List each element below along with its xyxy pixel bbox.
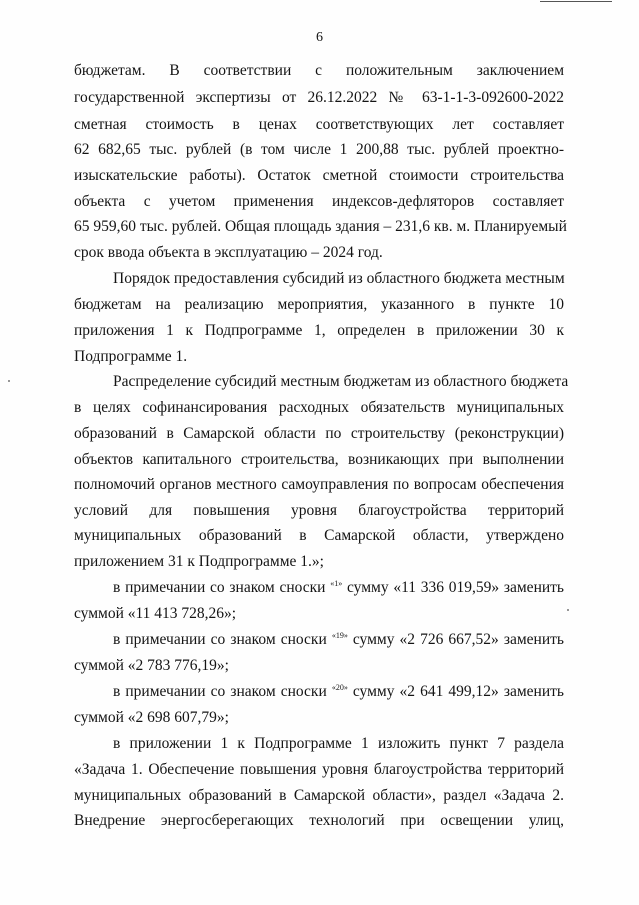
text-line: суммой «11 413 728,26»; [74, 605, 237, 622]
text-line: муниципальных образований в Самарской области», раздел «Задача 2. [74, 787, 564, 804]
text-line: приложением 31 к Подпрограмме 1.»; [74, 553, 324, 570]
text-line: объектов капитального строительства, возникающих при выполнении [74, 451, 564, 468]
footnote-mark: «1» [330, 579, 343, 588]
scan-speck [567, 609, 569, 611]
text-line: государственной экспертизы от 26.12.2022 № 63-1-1-3-092600-2022 [74, 89, 564, 106]
text-line: бюджетам. В соответствии с положительным заключением [74, 62, 564, 79]
text-line: полномочий органов местного самоуправления по вопросам обеспечения [74, 476, 564, 493]
text-line: приложения 1 к Подпрограмме 1, определен в приложении 30 к [74, 322, 564, 339]
text-line: суммой «2 698 607,79»; [74, 709, 229, 726]
scan-speck [8, 380, 10, 382]
text-line: объекта с учетом применения индексов-дефляторов составляет [74, 193, 564, 210]
footnote-amendment-line: в примечании со знаком сноски $^{«19»}$ сумму «2 726 667,52» заменить [113, 631, 564, 648]
text-line: «Задача 1. Обеспечение повышения уровня благоустройства территорий [74, 761, 564, 778]
text-line: срок ввода объекта в эксплуатацию – 2024 год. [74, 244, 383, 261]
text-line: муниципальных образований в Самарской области, утверждено [74, 527, 564, 544]
top-edge-line [540, 1, 612, 2]
text-line: в целях софинансирования расходных обязательств муниципальных [74, 399, 564, 416]
footnote-mark: «19» [331, 631, 348, 640]
text-line: 62 682,65 тыс. рублей (в том числе 1 200,88 тыс. рублей проектно- [74, 141, 564, 158]
text-line: образований в Самарской области по строительству (реконструкции) [74, 425, 564, 442]
text-line: Порядок предоставления субсидий из областного бюджета местным [113, 270, 565, 287]
page-number: 6 [316, 30, 323, 45]
footnote-mark: «20» [331, 683, 348, 692]
text-line: Подпрограмме 1. [74, 348, 188, 365]
text-line: условий для повышения уровня благоустройства территорий [74, 502, 564, 519]
text-line: бюджетам на реализацию мероприятия, указанного в пункте 10 [74, 296, 564, 313]
text-line: Распределение субсидий местным бюджетам из областного бюджета [113, 373, 569, 390]
text-line: Внедрение энергосберегающих технологий при освещении улиц, [74, 812, 564, 829]
text-line: 65 959,60 тыс. рублей. Общая площадь здания – 231,6 кв. м. Планируемый [74, 218, 567, 235]
footnote-amendment-line: в примечании со знаком сноски $^{«20»}$ сумму «2 641 499,12» заменить [113, 683, 564, 700]
footnote-amendment-line: в примечании со знаком сноски $^{«1»}$ сумму «11 336 019,59» заменить [113, 579, 564, 596]
text-line: сметная стоимость в ценах соответствующих лет составляет [74, 116, 564, 133]
text-line: изыскательские работы). Остаток сметной стоимости строительства [74, 167, 564, 184]
text-line: суммой «2 783 776,19»; [74, 657, 229, 674]
text-line: в приложении 1 к Подпрограмме 1 изложить пункт 7 раздела [113, 735, 564, 752]
